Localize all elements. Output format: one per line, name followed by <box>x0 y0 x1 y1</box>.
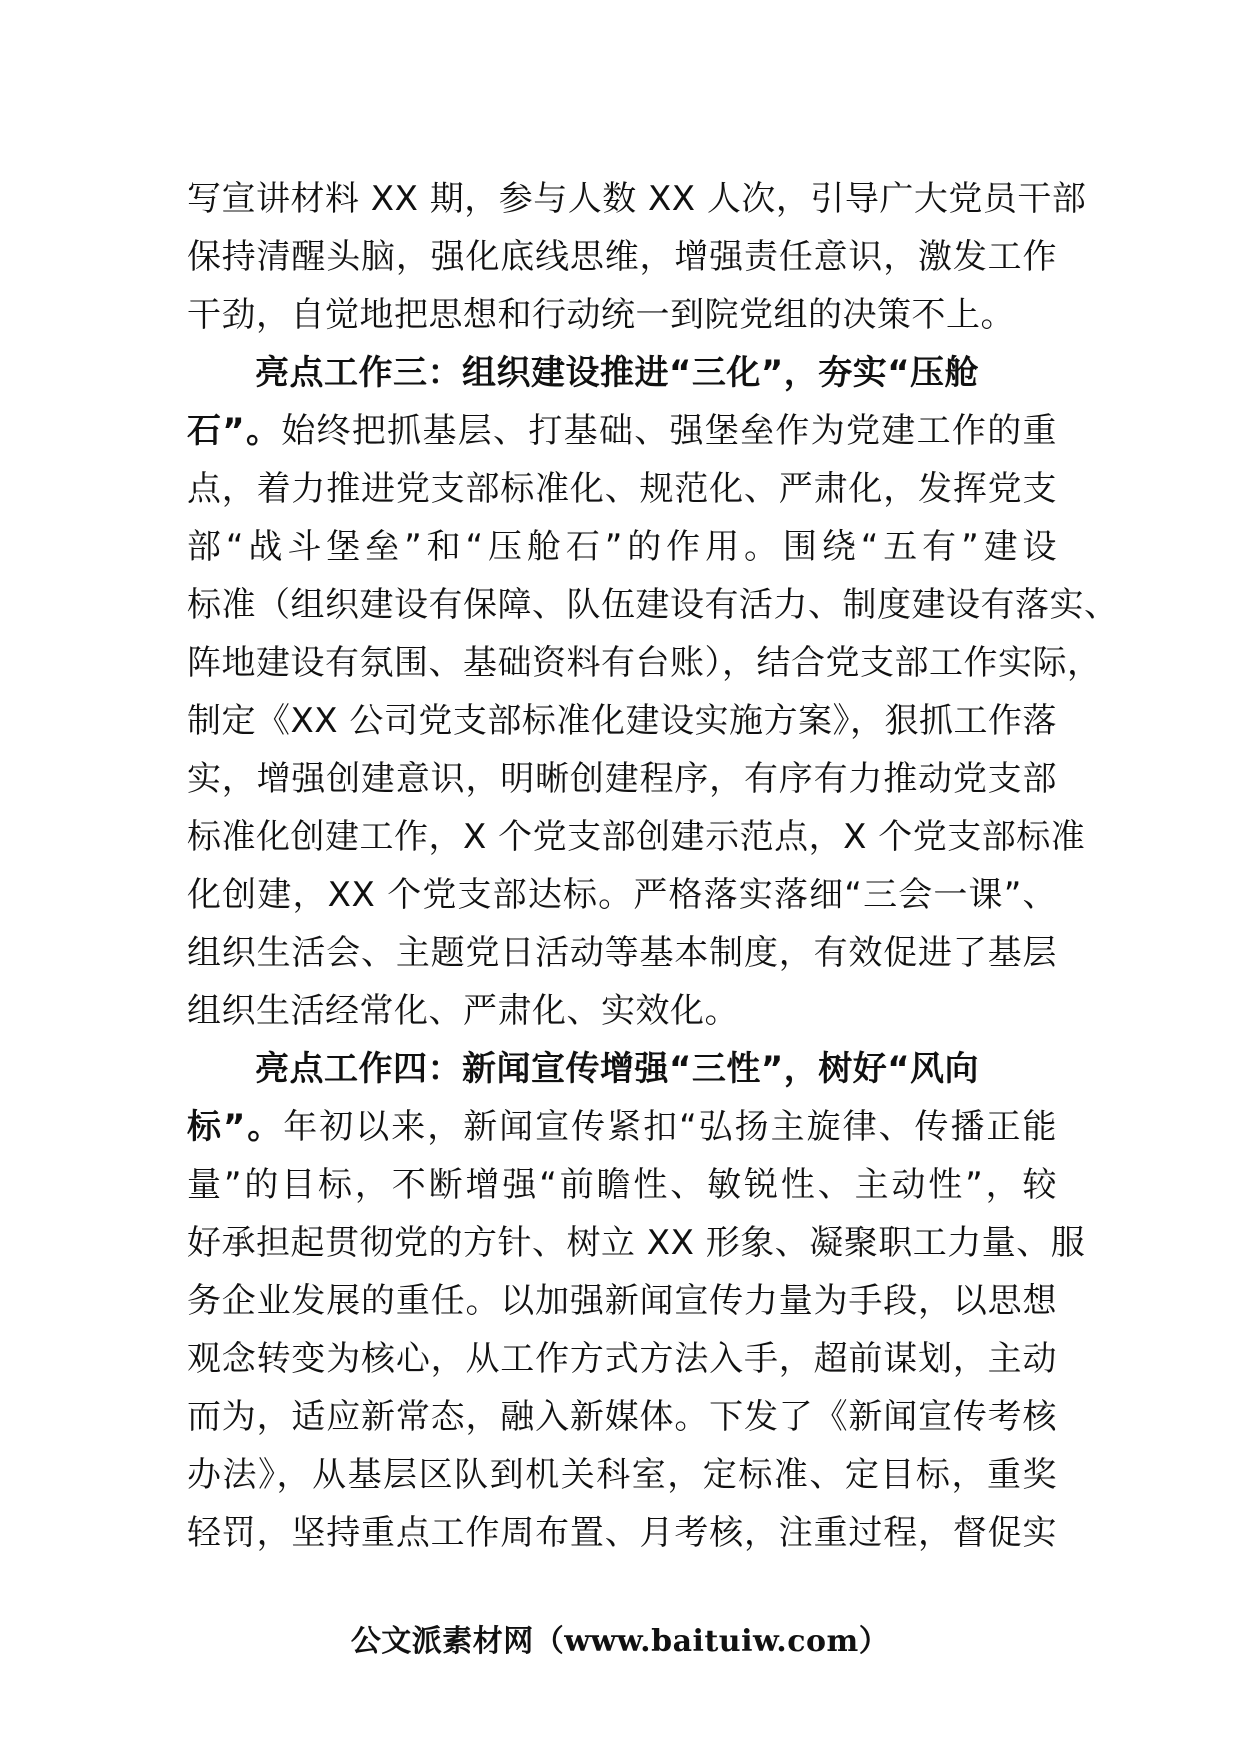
section-heading-3: 亮点工作三：组织建设推进“三化”，夯实“压舱 <box>255 353 980 393</box>
text-line: 干劲，自觉地把思想和行动统一到院党组的决策不上。 <box>187 295 1015 335</box>
text-line: 写宣讲材料 XX 期，参与人数 XX 人次，引导广大党员干部 <box>187 179 1087 219</box>
section-heading-4-end: 标”。 <box>187 1107 284 1147</box>
section-body-start: 始终把抓基层、打基础、强堡垒作为党建工作的重 <box>281 411 1057 451</box>
text-line: 保持清醒头脑，强化底线思维，增强责任意识，激发工作 <box>187 237 1057 277</box>
text-line <box>187 1098 1057 1156</box>
text-line: 标准化创建工作，X 个党支部创建示范点，X 个党支部标准 <box>187 817 1086 857</box>
section-heading-4: 亮点工作四：新闻宣传增强“三性”，树好“风向 <box>255 1049 980 1089</box>
document-body <box>187 170 1119 1562</box>
text-line: 务企业发展的重任。以加强新闻宣传力量为手段，以思想 <box>187 1281 1057 1321</box>
text-line: 点，着力推进党支部标准化、规范化、严肃化，发挥党支 <box>187 469 1057 509</box>
text-line: 化创建，XX 个党支部达标。严格落实落细“三会一课”、 <box>187 875 1057 915</box>
page-footer: 公文派素材网（www.baituiw.com） <box>350 1624 890 1659</box>
text-line: 观念转变为核心，从工作方式方法入手，超前谋划，主动 <box>187 1339 1057 1379</box>
text-line: 量”的目标，不断增强“前瞻性、敏锐性、主动性”，较 <box>187 1165 1057 1205</box>
text-line: 阵地建设有氛围、基础资料有台账），结合党支部工作实际， <box>187 643 1102 683</box>
text-line: 组织生活会、主题党日活动等基本制度，有效促进了基层 <box>187 933 1057 973</box>
text-line <box>187 402 1057 460</box>
text-line: 部“战斗堡垒”和“压舱石”的作用。围绕“五有”建设 <box>187 527 1057 567</box>
text-line: 而为，适应新常态，融入新媒体。下发了《新闻宣传考核 <box>187 1397 1057 1437</box>
text-line: 组织生活经常化、严肃化、实效化。 <box>187 991 739 1031</box>
section-heading-3-end: 石”。 <box>187 411 282 451</box>
text-line: 轻罚，坚持重点工作周布置、月考核，注重过程，督促实 <box>187 1513 1057 1553</box>
text-line: 好承担起贯彻党的方针、树立 XX 形象、凝聚职工力量、服 <box>187 1223 1086 1263</box>
text-line: 实，增强创建意识，明晰创建程序，有序有力推动党支部 <box>187 759 1057 799</box>
text-line: 标准（组织建设有保障、队伍建设有活力、制度建设有落实、 <box>187 585 1119 625</box>
text-line: 制定《XX 公司党支部标准化建设实施方案》，狠抓工作落 <box>187 701 1057 741</box>
text-line: 办法》，从基层区队到机关科室，定标准、定目标，重奖 <box>187 1455 1057 1495</box>
section-body-start: 年初以来，新闻宣传紧扣“弘扬主旋律、传播正能 <box>283 1107 1057 1147</box>
